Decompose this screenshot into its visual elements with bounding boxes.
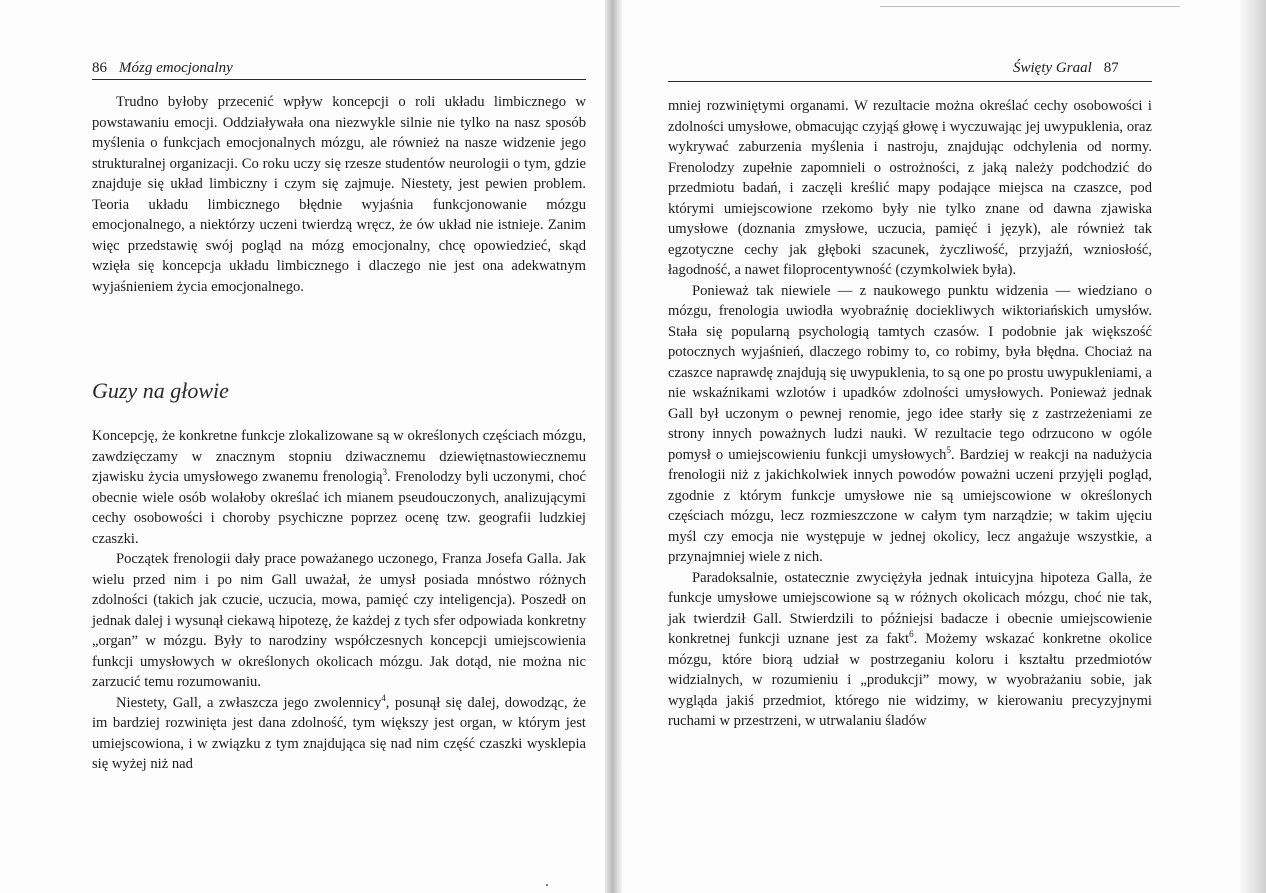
right-p2-text: Ponieważ tak niewiele — z naukowego punktu widzenia — wiedziano o mózgu, frenologia uwiodła wyobraźnię dociekliwych wiktoriańskich umysłów. Stała się popularną psychologią tamtych czasów. I podobnie jak większość potocznych wyjaśnień, dlaczego robimy to, co robimy, była błędna. Chociaż na czaszce naprawdę znajdują się uwypuklenia, to są one po prostu uwypukleniami, a nie wskaźnikami wzlotów i upadków zdolności umysłowych. Ponieważ jednak Gall był uczonym o pewnej renomie, jego idee starły się z zastrzeżeniami ze strony innych poważnych ludzi nauki. W rezultacie tego odrzucono w ogóle pomysł o umiejscowieniu funkcji umysłowych <box>668 282 1152 463</box>
left-p3-text: Niestety, Gall, a zwłaszcza jego zwolennicy <box>116 694 382 711</box>
scan-artifact-line <box>880 6 1180 7</box>
right-page-header <box>1013 60 1119 77</box>
left-p1-rest: . Frenolodzy byli uczonymi, choć obecnie wiele osób wolałoby określać ich mianem pseudouczonych, analizującymi cechy osobowości i choroby psychiczne poprzez ocenę tzw. geografii ludzkiej czaszki. <box>92 469 586 547</box>
right-p3-text: Paradoksalnie, ostatecznie zwyciężyła jednak intuicyjna hipoteza Galla, że funkcje umysłowe umiejscowione są w różnych okolicach mózgu, choć nie tak, jak twierdził Gall. Stwierdzili to późniejsi badacze i obecnie umiejscowienie konkretnej funkcji uznane jest za fakt <box>668 569 1152 647</box>
left-p1-text: Koncepcję, że konkretne funkcje zlokalizowane są w określonych częściach mózgu, zawdzięczamy w znacznym stopniu dziwacznemu dziewiętnastowiecznemu zjawisku życia umysłowego zwanemu frenologią <box>92 428 586 485</box>
left-page-number: 86 <box>92 60 107 76</box>
right-page-number: 87 <box>1103 60 1119 76</box>
section-title: Guzy na głowie <box>92 378 229 403</box>
right-body <box>668 96 1152 732</box>
left-intro-block <box>92 92 586 297</box>
right-p3-rest: . Możemy wskazać konkretne okolice mózgu, które biorą udział w postrzeganiu koloru i kształtu przedmiotów widzialnych, w rozumieniu i „produkcji” mowy, w wyobrażaniu sobie, jak wygląda jakiś przedmiot, którego nie widzimy, w kierowaniu precyzyjnymi ruchami w przestrzeni, w utrwalaniu śladów <box>668 631 1152 729</box>
intro-paragraph: Trudno byłoby przecenić wpływ koncepcji o roli układu limbicznego w powstawaniu emocji. Oddziaływała ona niezwykle silnie nie tylko na nasz sposób myślenia o funkcjach emocjonalnych mózgu, ale również na nasze widzenie jego strukturalnej organizacji. Co roku uczy się rzesze studentów neurologii o tym, gdzie znajduje się układ limbiczny i czym się zajmuje. Niestety, jest pewien problem. Teoria układu limbicznego błędnie wyjaśnia funkcjonowanie mózgu emocjonalnego, a niektórzy uczeni twierdzą wręcz, że ów układ nie istnieje. Zanim więc przedstawię swój pogląd na mózg emocjonalny, chcę opowiedzieć, skąd wzięła się koncepcja układu limbicznego i dlaczego nie jest ona adekwatnym wyjaśnieniem życia emocjonalnego. <box>92 94 586 295</box>
footnote-ref-4: 4 <box>381 692 386 703</box>
right-paragraph-2 <box>668 281 1152 568</box>
left-paragraph-2: Początek frenologii dały prace poważanego uczonego, Franza Josefa Galla. Jak wielu przed nim i po nim Gall uważał, że umysł posiada mnóstwo różnych zdolności (takich jak czucie, uczucia, mowa, pamięć czy inteligencja). Poszedł on jednak dalej i wysunął ciekawą hipotezę, że każdej z tych sfer odpowiada konkretny „organ” w mózgu. Były to narodziny współczesnych koncepcji umiejscowienia funkcji umysłowych w określonych okolicach mózgu. Jak dotąd, nie można nic zarzucić temu rozumowaniu. <box>92 551 586 690</box>
left-section-body <box>92 426 586 775</box>
right-p2-rest: . Bardziej w reakcji na nadużycia frenologii niż z jakichkolwiek innych powodów poważni uczeni przyjęli pogląd, zgodnie z którym funkcje umysłowe nie są umiejscowione w określonych częściach mózgu, lecz rozmieszczone w całym tym narządzie; w takim ujęciu myśl czy emocja nie występuje w jednej okolicy, lecz angażuje wszystkie, a przynajmniej wiele z nich. <box>668 446 1152 565</box>
left-p3-rest: , posunął się dalej, dowodząc, że im bardziej rozwinięta jest dana zdolność, tym większy jest organ, w którym jest umiejscowiona, i w związku z tym znajdująca się nad nim część czaszki wysklepia się wyżej niż nad <box>92 694 586 772</box>
footnote-ref-3: 3 <box>382 467 388 478</box>
scan-speck <box>546 884 548 886</box>
footnote-ref-5: 5 <box>946 444 951 455</box>
book-gutter <box>605 0 622 893</box>
footnote-ref-6: 6 <box>909 629 914 640</box>
left-page-header <box>92 60 233 77</box>
right-paragraph-1: mniej rozwiniętymi organami. W rezultacie można określać cechy osobowości i zdolności umysłowe, obmacując czyjąś głowę i wyczuwając jej uwypuklenia, oraz wykrywać zaburzenia myślenia i nastroju, znajdując odchylenia od normy. Frenolodzy zupełnie zapomnieli o ostrożności, z jaką należy podchodzić do przedmiotu badań, i zaczęli kreślić mapy podające miejsca na czaszce, pod którymi umiejscowione rzekomo były nie tylko znane od dawna zjawiska umysłowe (doznania zmysłowe, uczucia, pamięć i język), ale również tak egzotyczne cechy jak głęboki szacunek, życzliwość, przyjaźń, wzniosłość, łagodność, a nawet filoprocentywność (czymkolwiek była). <box>668 98 1152 278</box>
left-header-rule <box>92 79 586 80</box>
left-paragraph-3 <box>92 693 586 775</box>
left-paragraph-1 <box>92 426 586 549</box>
right-running-title: Święty Graal <box>1013 60 1092 76</box>
right-paragraph-3 <box>668 568 1152 732</box>
page-edge-shadow <box>1240 0 1266 893</box>
right-header-rule <box>668 81 1152 82</box>
left-running-title: Mózg emocjonalny <box>119 60 233 76</box>
